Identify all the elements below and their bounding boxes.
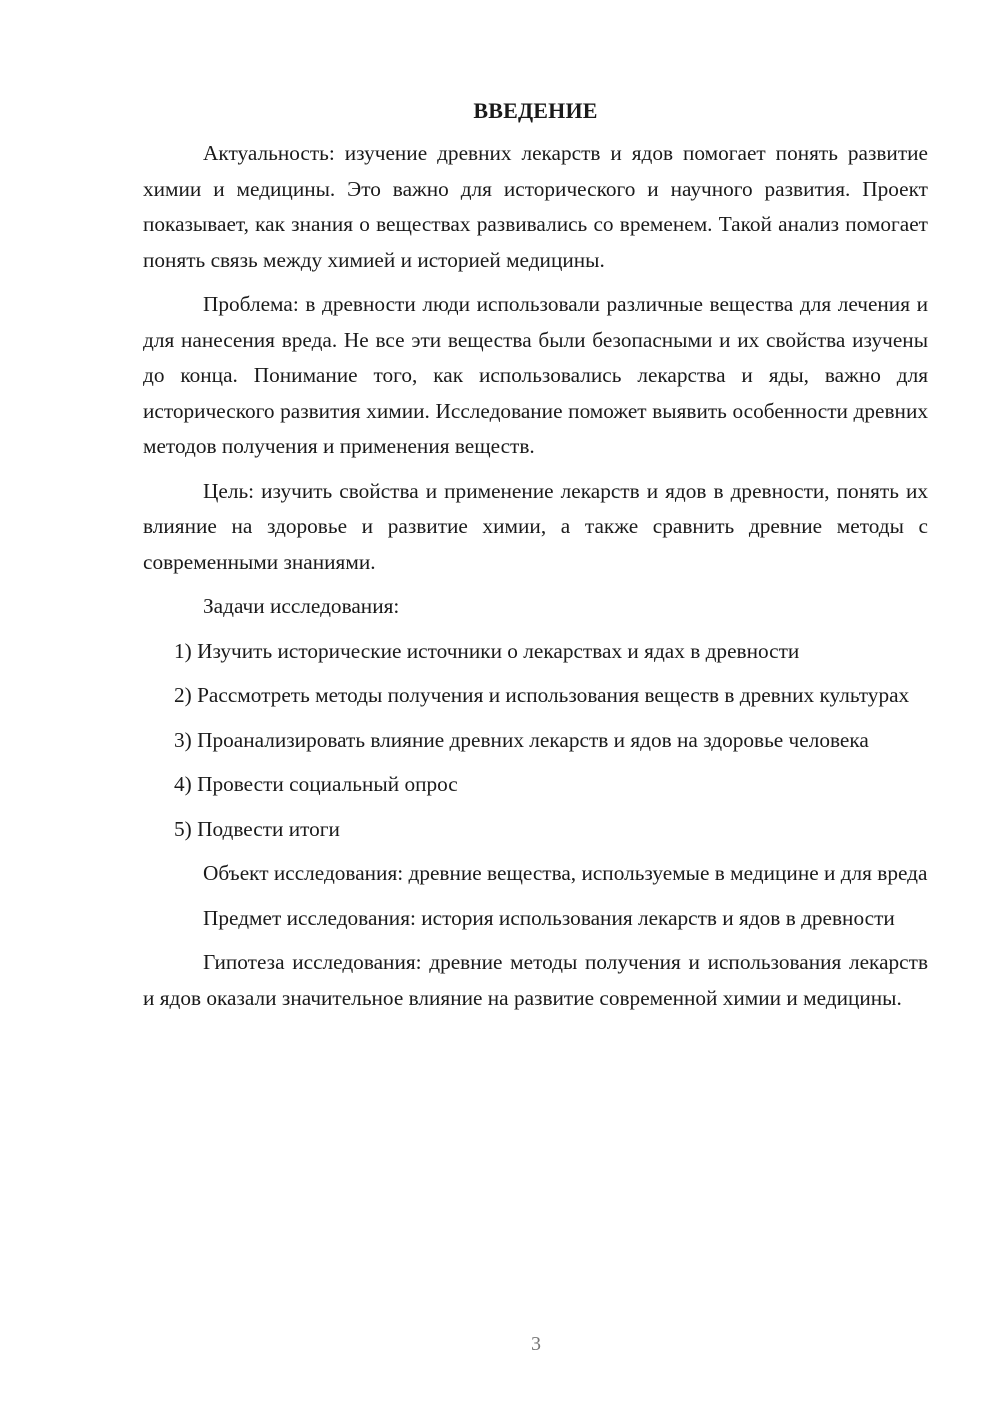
task-item: 3) Проанализировать влияние древних лекарств и ядов на здоровье человека — [174, 727, 869, 752]
problem-paragraph: Проблема: в древности люди использовали различные вещества для лечения и для нанесения вреда. Не все эти вещества были безопасными и их свойства изучены до конца. Понимание того, как использовались лекарства и яды, важно для исторического развития химии. Исследование поможет выявить особенности древних методов получения и применения веществ. — [143, 292, 928, 458]
task-item: 4) Провести социальный опрос — [174, 772, 458, 796]
object-paragraph: Объект исследования: древние вещества, используемые в медицине и для вреда — [203, 861, 928, 885]
tasks-heading: Задачи исследования: — [203, 594, 400, 618]
subject-paragraph: Предмет исследования: история использования лекарств и ядов в древности — [203, 905, 895, 930]
hypothesis-paragraph: Гипотеза исследования: древние методы получения и использования лекарств и ядов оказали значительное влияние на развитие современной химии и медицины. — [143, 950, 928, 1010]
relevance-paragraph: Актуальность: изучение древних лекарств и ядов помогает понять развитие химии и медицины. Это важно для исторического и научного развития. Проект показывает, как знания о веществах развивались со временем. Такой анализ помогает понять связь между химией и историей медицины. — [143, 141, 928, 272]
tasks-list — [143, 634, 928, 848]
section-title: ВВЕДЕНИЕ — [473, 98, 598, 123]
page-number: 3 — [531, 1333, 541, 1355]
task-item: 2) Рассмотреть методы получения и использования веществ в древних культурах — [174, 683, 910, 707]
task-item: 5) Подвести итоги — [174, 816, 340, 841]
goal-paragraph: Цель: изучить свойства и применение лекарств и ядов в древности, понять их влияние на здоровье и развитие химии, а также сравнить древние методы с современными знаниями. — [143, 478, 928, 574]
document-page — [143, 96, 928, 1025]
task-item: 1) Изучить исторические источники о лекарствах и ядах в древности — [174, 638, 800, 663]
